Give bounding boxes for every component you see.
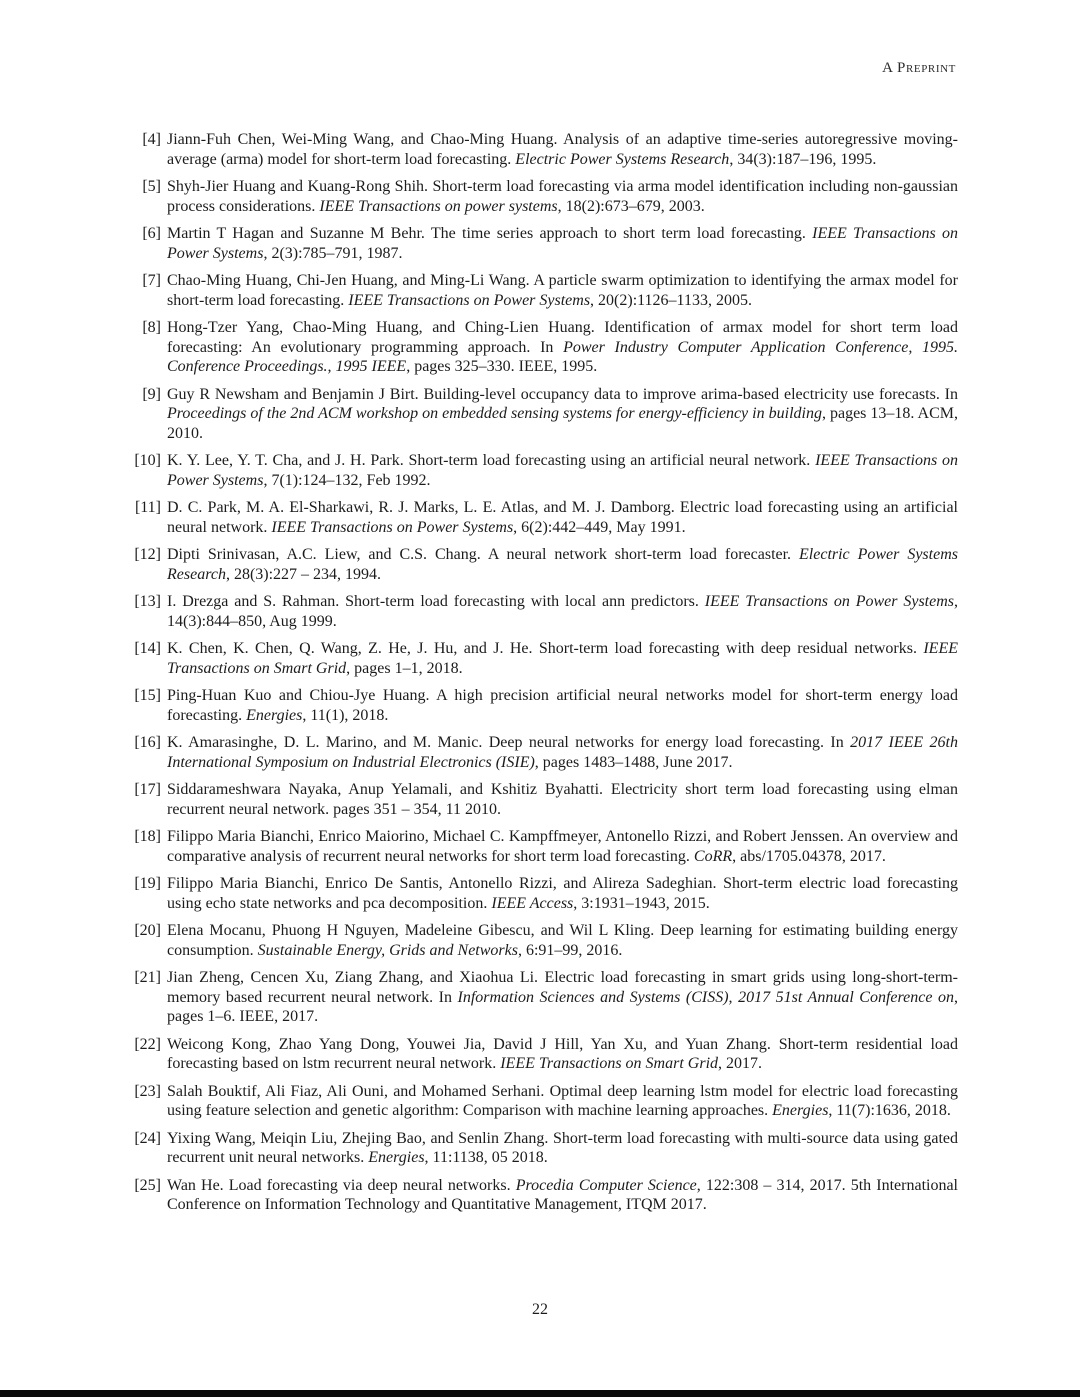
reference-number: [21] (134, 969, 161, 986)
reference-item (128, 874, 958, 913)
reference-item (128, 177, 958, 216)
reference-number: [6] (142, 225, 161, 242)
reference-text: I. Drezga and S. Rahman. Short-term load forecasting with local ann predictors. IEEE Transactions on Power Systems, 14(3):844–850, Aug 1999. (167, 593, 959, 630)
reference-number: [7] (142, 272, 161, 289)
reference-text: Guy R Newsham and Benjamin J Birt. Building-level occupancy data to improve arima-based electricity use forecasts. In Proceedings of the 2nd ACM workshop on embedded sensing systems for energy-efficiency in building, pages 13–18. ACM, 2010. (167, 385, 958, 442)
reference-number: [13] (134, 593, 161, 610)
reference-text: K. Chen, K. Chen, Q. Wang, Z. He, J. Hu, and J. He. Short-term load forecasting with deep residual networks. IEEE Transactions on Smart Grid, pages 1–1, 2018. (167, 640, 958, 677)
reference-number: [10] (134, 452, 161, 469)
reference-item (128, 1082, 958, 1121)
reference-number: [12] (134, 546, 161, 563)
reference-text: Filippo Maria Bianchi, Enrico De Santis, Antonello Rizzi, and Alireza Sadeghian. Short-term electric load forecasting using echo state networks and pca decomposition. IEEE Access, 3:1931–1943, 2015. (167, 875, 958, 912)
reference-item (128, 968, 958, 1027)
reference-number: [15] (134, 687, 161, 704)
reference-text: Hong-Tzer Yang, Chao-Ming Huang, and Ching-Lien Huang. Identification of armax model for short term load forecasting: An evolutionary programming approach. In Power Industry Computer Application Conference, 1995. Conference Proceedings., 1995 IEEE, pages 325–330. IEEE, 1995. (167, 319, 958, 375)
reference-number: [19] (134, 875, 161, 892)
bottom-edge-bar (0, 1390, 1080, 1397)
reference-text: Shyh-Jier Huang and Kuang-Rong Shih. Short-term load forecasting via arma model identification including non-gaussian process considerations. IEEE Transactions on power systems, 18(2):673–679, 2003. (167, 178, 958, 215)
reference-text: Elena Mocanu, Phuong H Nguyen, Madeleine Gibescu, and Wil L Kling. Deep learning for estimating building energy consumption. Sustainable Energy, Grids and Networks, 6:91–99, 2016. (167, 922, 958, 959)
reference-item (128, 545, 958, 584)
reference-number: [18] (134, 828, 161, 845)
reference-number: [20] (134, 922, 161, 939)
reference-number: [22] (134, 1035, 161, 1053)
reference-item (128, 1129, 958, 1168)
reference-number: [25] (134, 1176, 161, 1194)
reference-text: Dipti Srinivasan, A.C. Liew, and C.S. Chang. A neural network short-term load forecaster. Electric Power Systems Research, 28(3):227 – 234, 1994. (167, 546, 958, 583)
reference-text: Yixing Wang, Meiqin Liu, Zhejing Bao, and Senlin Zhang. Short-term load forecasting with multi-source data using gated recurrent unit neural networks. Energies, 11:1138, 05 2018. (167, 1129, 958, 1166)
reference-text: Martin T Hagan and Suzanne M Behr. The time series approach to short term load forecasting. IEEE Transactions on Power Systems, 2(3):785–791, 1987. (167, 225, 958, 262)
reference-item (128, 639, 958, 678)
reference-item (128, 271, 958, 310)
reference-text: Wan He. Load forecasting via deep neural networks. Procedia Computer Science, 122:308 – 314, 2017. 5th International Conference on Information Technology and Quantitative Management, ITQM 2017. (167, 1176, 959, 1213)
reference-text: Filippo Maria Bianchi, Enrico Maiorino, Michael C. Kampffmeyer, Antonello Rizzi, and Robert Jenssen. An overview and comparative analysis of recurrent neural networks for short term load forecasting. CoRR, abs/1705.04378, 2017. (167, 828, 958, 865)
reference-text: Ping-Huan Kuo and Chiou-Jye Huang. A high precision artificial neural networks model for short-term energy load forecasting. Energies, 11(1), 2018. (167, 687, 958, 724)
reference-text: D. C. Park, M. A. El-Sharkawi, R. J. Marks, L. E. Atlas, and M. J. Damborg. Electric load forecasting using an artificial neural network. IEEE Transactions on Power Systems, 6(2):442–449, May 1991. (167, 499, 958, 536)
reference-item (128, 780, 958, 819)
reference-text: Jian Zheng, Cencen Xu, Ziang Zhang, and Xiaohua Li. Electric load forecasting in smart grids using long-short-term-memory based recurrent neural network. In Information Sciences and Systems (CISS), 2017 51st Annual Conference on, pages 1–6. IEEE, 2017. (167, 969, 959, 1025)
reference-item (128, 686, 958, 725)
running-header: A Preprint (882, 60, 956, 76)
reference-item (128, 592, 958, 631)
reference-number: [24] (134, 1129, 161, 1147)
reference-item (128, 827, 958, 866)
reference-number: [17] (134, 781, 161, 798)
reference-number: [4] (142, 131, 161, 148)
reference-number: [14] (134, 640, 161, 657)
reference-item (128, 224, 958, 263)
reference-item (128, 921, 958, 960)
reference-item (128, 1176, 958, 1215)
reference-text: K. Y. Lee, Y. T. Cha, and J. H. Park. Short-term load forecasting using an artificial neural network. IEEE Transactions on Power Systems, 7(1):124–132, Feb 1992. (167, 452, 959, 489)
reference-text: Chao-Ming Huang, Chi-Jen Huang, and Ming-Li Wang. A particle swarm optimization to identifying the armax model for short-term load forecasting. IEEE Transactions on Power Systems, 20(2):1126–1133, 2005. (167, 272, 958, 309)
reference-item (128, 1035, 958, 1074)
references-list (128, 130, 958, 1223)
reference-number: [5] (142, 178, 161, 195)
reference-text: Jiann-Fuh Chen, Wei-Ming Wang, and Chao-Ming Huang. Analysis of an adaptive time-series autoregressive moving-average (arma) model for short-term load forecasting. Electric Power Systems Research, 34(3):187–196, 1995. (167, 131, 958, 168)
reference-text: Siddarameshwara Nayaka, Anup Yelamali, and Kshitiz Byahatti. Electricity short term load forecasting using elman recurrent neural network. pages 351 – 354, 11 2010. (167, 781, 958, 818)
reference-item (128, 733, 958, 772)
reference-item (128, 385, 958, 444)
page-number: 22 (532, 1301, 548, 1318)
reference-item (128, 498, 958, 537)
reference-item (128, 130, 958, 169)
reference-text: K. Amarasinghe, D. L. Marino, and M. Manic. Deep neural networks for energy load forecasting. In 2017 IEEE 26th International Symposium on Industrial Electronics (ISIE), pages 1483–1488, June 2017. (167, 734, 959, 771)
reference-number: [16] (134, 734, 161, 751)
reference-number: [11] (134, 499, 161, 516)
reference-item (128, 318, 958, 377)
reference-number: [8] (142, 319, 161, 336)
reference-text: Weicong Kong, Zhao Yang Dong, Youwei Jia, David J Hill, Yan Xu, and Yuan Zhang. Short-term residential load forecasting based on lstm recurrent neural network. IEEE Transactions on Smart Grid, 2017. (167, 1035, 958, 1072)
reference-number: [23] (134, 1082, 161, 1100)
reference-text: Salah Bouktif, Ali Fiaz, Ali Ouni, and Mohamed Serhani. Optimal deep learning lstm model for electric load forecasting using feature selection and genetic algorithm: Comparison with machine learning approaches. Energies, 11(7):1636, 2018. (167, 1082, 958, 1119)
reference-number: [9] (142, 385, 161, 403)
reference-item (128, 451, 958, 490)
